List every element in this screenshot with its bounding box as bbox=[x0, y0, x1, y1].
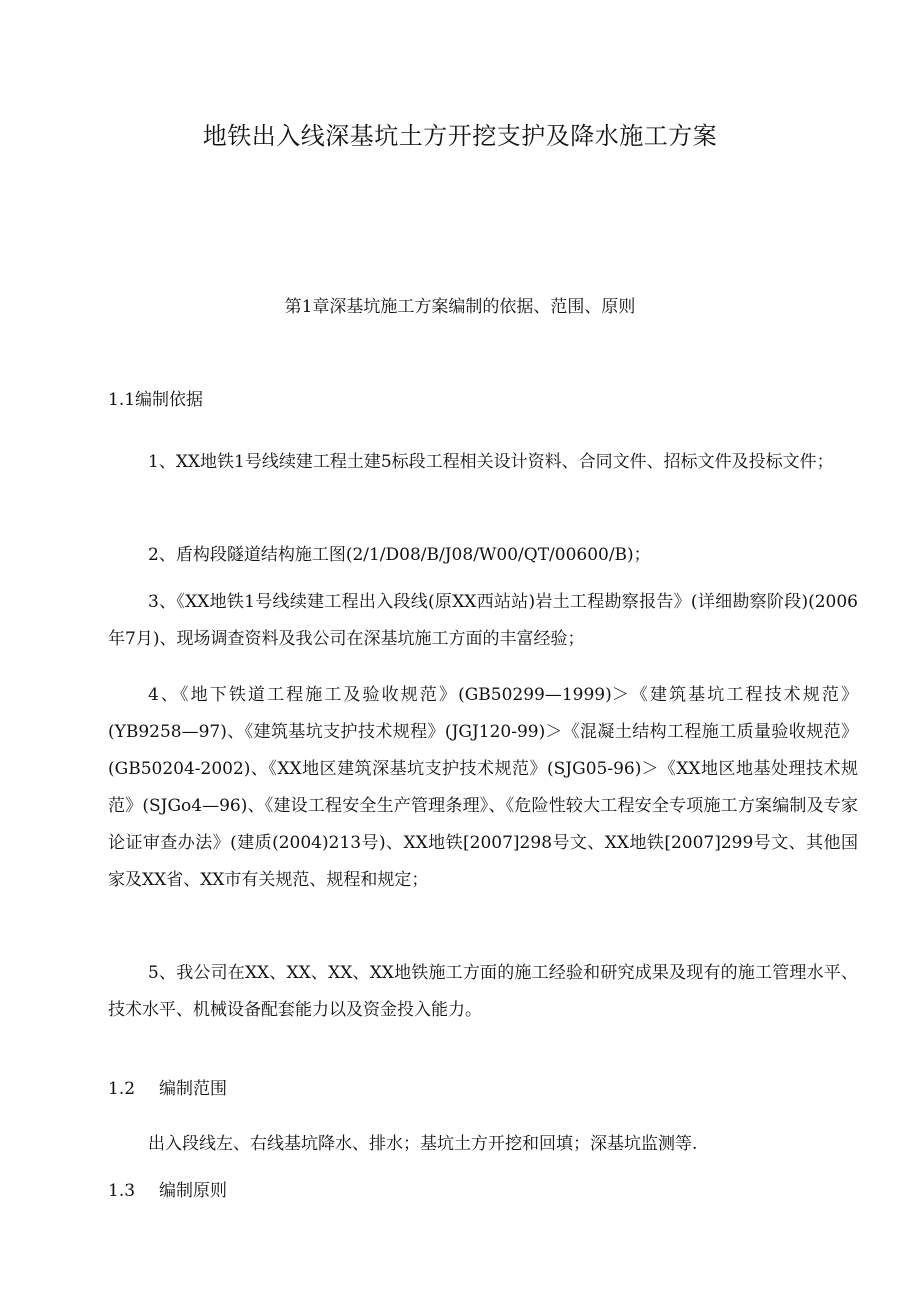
section-title: 编制原则 bbox=[159, 1181, 228, 1201]
paragraph-basis-3: 3、《XX地铁1号线续建工程出入段线(原XX西站站)岩土工程勘察报告》(详细勘察阶段)(2006年7月)、现场调查资料及我公司在深基坑施工方面的丰富经验； bbox=[108, 592, 858, 649]
paragraph-basis-5: 5、我公司在XX、XX、XX、XX地铁施工方面的施工经验和研究成果及现有的施工管理水平、技术水平、机械设备配套能力以及资金投入能力。 bbox=[108, 963, 858, 1020]
paragraph-basis-4: 4、《地下铁道工程施工及验收规范》(GB50299—1999)＞《建筑基坑工程技术规范》(YB9258—97)、《建筑基坑支护技术规程》(JGJ120-99)＞《混凝土结构工程施工质量验收规范》(GB50204-2002)、《XX地区建筑深基坑支护技术规范》(SJG05-96)＞《XX地区地基处理技术规范》(SJGo4—96)、《建设工程安全生产管理条理》、《危险性较大工程安全专项施工方案编制及专家论证审查办法》(建质(2004)213号)、XX地铁[2007]298号文、XX地铁[2007]299号文、其他国家及XX省、XX市有关规范、规程和规定； bbox=[108, 685, 858, 890]
section-number: 1.2 bbox=[108, 1079, 136, 1099]
section-heading-1-1 bbox=[108, 385, 203, 410]
paragraph-basis-2: 2、盾构段隧道结构施工图(2/1/D08/B/J08/W00/QT/00600/B)； bbox=[148, 545, 651, 565]
section-title: 编制依据 bbox=[135, 390, 204, 410]
document-title: 地铁出入线深基坑土方开挖支护及降水施工方案 bbox=[202, 122, 718, 150]
section-title: 编制范围 bbox=[159, 1079, 228, 1099]
paragraph-basis-1: 1、XX地铁1号线续建工程土建5标段工程相关设计资料、合同文件、招标文件及投标文件； bbox=[148, 452, 834, 472]
paragraph-scope: 出入段线左、右线基坑降水、排水；基坑土方开挖和回填；深基坑监测等. bbox=[148, 1134, 698, 1154]
section-number: 1.3 bbox=[108, 1181, 136, 1201]
section-heading-1-2 bbox=[108, 1074, 227, 1099]
section-number: 1.1 bbox=[108, 390, 136, 410]
section-heading-1-3 bbox=[108, 1176, 227, 1201]
chapter-title: 第1章深基坑施工方案编制的依据、范围、原则 bbox=[284, 297, 636, 317]
